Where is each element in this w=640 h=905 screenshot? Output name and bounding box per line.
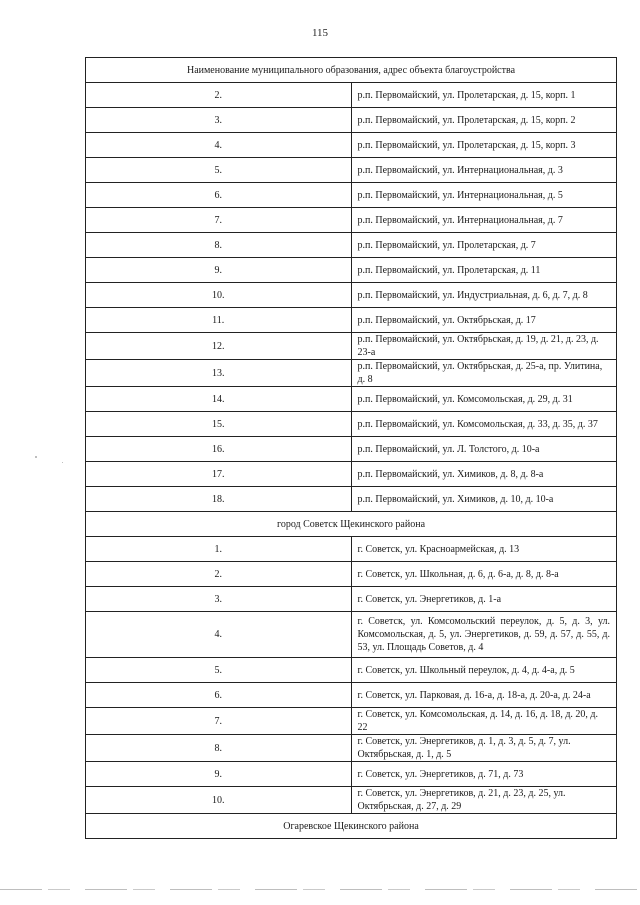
row-number: 7.: [86, 208, 352, 233]
table-row: [86, 612, 617, 658]
row-number: 3.: [86, 108, 352, 133]
row-number: 7.: [86, 708, 352, 735]
row-address: р.п. Первомайский, ул. Интернациональная, д. 3: [351, 158, 617, 183]
address-table-body: [86, 58, 617, 839]
section-title: Огаревское Щекинского района: [86, 814, 617, 839]
row-number: 11.: [86, 308, 352, 333]
section-row: [86, 512, 617, 537]
row-address: р.п. Первомайский, ул. Пролетарская, д. 7: [351, 233, 617, 258]
table-row: [86, 537, 617, 562]
row-number: 8.: [86, 735, 352, 762]
scan-speck: [35, 456, 37, 458]
table-row: [86, 233, 617, 258]
table-row: [86, 387, 617, 412]
table-row: [86, 787, 617, 814]
table-row: [86, 158, 617, 183]
row-address: р.п. Первомайский, ул. Комсомольская, д. 33, д. 35, д. 37: [351, 412, 617, 437]
table-row: [86, 487, 617, 512]
row-number: 2.: [86, 562, 352, 587]
table-row: [86, 708, 617, 735]
table-header: Наименование муниципального образования, адрес объекта благоустройства: [86, 58, 617, 83]
table-row: [86, 412, 617, 437]
page-number: 115: [311, 27, 329, 39]
table-row: [86, 562, 617, 587]
row-address: г. Советск, ул. Энергетиков, д. 21, д. 23, д. 25, ул. Октябрьская, д. 27, д. 29: [351, 787, 617, 814]
scan-speck: [62, 462, 63, 463]
row-number: 15.: [86, 412, 352, 437]
table-row: [86, 462, 617, 487]
row-number: 16.: [86, 437, 352, 462]
row-number: 10.: [86, 283, 352, 308]
row-number: 3.: [86, 587, 352, 612]
row-number: 10.: [86, 787, 352, 814]
table-row: [86, 587, 617, 612]
row-number: 8.: [86, 233, 352, 258]
row-address: г. Советск, ул. Энергетиков, д. 1-а: [351, 587, 617, 612]
row-address: р.п. Первомайский, ул. Октябрьская, д. 25-а, пр. Улитина, д. 8: [351, 360, 617, 387]
row-address: р.п. Первомайский, ул. Л. Толстого, д. 10-а: [351, 437, 617, 462]
row-address: г. Советск, ул. Парковая, д. 16-а, д. 18-а, д. 20-а, д. 24-а: [351, 683, 617, 708]
table-row: [86, 83, 617, 108]
row-number: 2.: [86, 83, 352, 108]
address-table: [85, 57, 617, 839]
row-address: г. Советск, ул. Школьная, д. 6, д. 6-а, д. 8, д. 8-а: [351, 562, 617, 587]
row-number: 17.: [86, 462, 352, 487]
table-row: [86, 183, 617, 208]
section-title: город Советск Щекинского района: [86, 512, 617, 537]
row-address: р.п. Первомайский, ул. Пролетарская, д. 15, корп. 2: [351, 108, 617, 133]
table-row: [86, 360, 617, 387]
row-number: 4.: [86, 133, 352, 158]
row-address: р.п. Первомайский, ул. Комсомольская, д. 29, д. 31: [351, 387, 617, 412]
row-address: г. Советск, ул. Красноармейская, д. 13: [351, 537, 617, 562]
row-address: р.п. Первомайский, ул. Октябрьская, д. 17: [351, 308, 617, 333]
table-row: [86, 683, 617, 708]
table-row: [86, 762, 617, 787]
row-number: 4.: [86, 612, 352, 658]
row-address: р.п. Первомайский, ул. Интернациональная, д. 5: [351, 183, 617, 208]
row-address: р.п. Первомайский, ул. Пролетарская, д. 15, корп. 1: [351, 83, 617, 108]
row-number: 5.: [86, 658, 352, 683]
row-address: р.п. Первомайский, ул. Химиков, д. 10, д. 10-а: [351, 487, 617, 512]
row-number: 5.: [86, 158, 352, 183]
row-address: р.п. Первомайский, ул. Интернациональная, д. 7: [351, 208, 617, 233]
table-row: [86, 333, 617, 360]
row-number: 9.: [86, 258, 352, 283]
row-address: р.п. Первомайский, ул. Пролетарская, д. 15, корп. 3: [351, 133, 617, 158]
row-number: 1.: [86, 537, 352, 562]
table-row: [86, 735, 617, 762]
row-number: 6.: [86, 183, 352, 208]
table-row: [86, 108, 617, 133]
row-address: г. Советск, ул. Школьный переулок, д. 4, д. 4-а, д. 5: [351, 658, 617, 683]
table-row: [86, 437, 617, 462]
row-address: р.п. Первомайский, ул. Октябрьская, д. 19, д. 21, д. 23, д. 23-а: [351, 333, 617, 360]
table-row: [86, 283, 617, 308]
row-number: 13.: [86, 360, 352, 387]
row-address: г. Советск, ул. Энергетиков, д. 71, д. 73: [351, 762, 617, 787]
row-address: г. Советск, ул. Энергетиков, д. 1, д. 3, д. 5, д. 7, ул. Октябрьская, д. 1, д. 5: [351, 735, 617, 762]
row-number: 14.: [86, 387, 352, 412]
row-number: 18.: [86, 487, 352, 512]
row-address: р.п. Первомайский, ул. Индустриальная, д. 6, д. 7, д. 8: [351, 283, 617, 308]
row-number: 12.: [86, 333, 352, 360]
row-address: р.п. Первомайский, ул. Пролетарская, д. 11: [351, 258, 617, 283]
row-address: г. Советск, ул. Комсомольский переулок, д. 5, д. 3, ул. Комсомольская, д. 5, ул. Энергетиков, д. 59, д. 57, д. 55, д. 53, ул. Площадь Советов, д. 4: [351, 612, 617, 658]
row-address: г. Советск, ул. Комсомольская, д. 14, д. 16, д. 18, д. 20, д. 22: [351, 708, 617, 735]
row-number: 6.: [86, 683, 352, 708]
section-row: [86, 814, 617, 839]
table-row: [86, 258, 617, 283]
table-header-row: [86, 58, 617, 83]
row-number: 9.: [86, 762, 352, 787]
row-address: р.п. Первомайский, ул. Химиков, д. 8, д. 8-а: [351, 462, 617, 487]
table-row: [86, 658, 617, 683]
table-row: [86, 208, 617, 233]
table-row: [86, 308, 617, 333]
table-row: [86, 133, 617, 158]
scan-artifact: [0, 889, 640, 890]
